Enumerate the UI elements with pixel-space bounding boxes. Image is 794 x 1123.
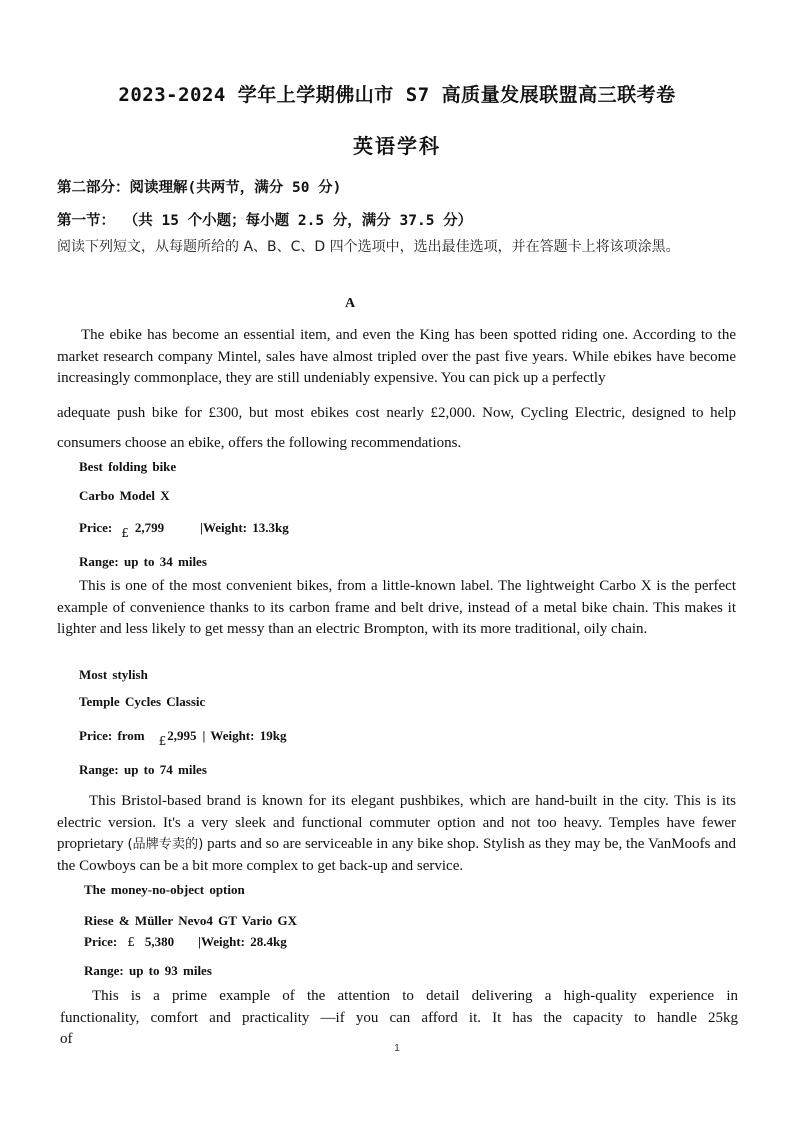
price-label: Price: <box>84 934 118 949</box>
description-text-b: parts and so are serviceable in any bike shop. Stylish as they may be, the VanMoofs and the Cowboys can be a bit more complex to get back-up and service. <box>57 836 736 874</box>
pound-sign: £ <box>127 935 135 949</box>
intro-text-2: , but most ebikes cost nearly <box>238 405 431 421</box>
weight-value: |Weight: 13.3kg <box>200 520 289 535</box>
section-heading: 第一节： （共 15 个小题；每小题 2.5 分，满分 37.5 分） <box>57 213 473 229</box>
price-label: Price: <box>79 520 113 535</box>
item-range: Range: up to 34 miles <box>79 554 207 569</box>
weight-value: |Weight: 28.4kg <box>198 934 287 949</box>
item-price-row <box>79 728 287 748</box>
price-value: 5,380 <box>144 934 175 949</box>
item-price-row <box>84 934 287 950</box>
instructions: 阅读下列短文，从每题所给的 A、B、C、D 四个选项中，选出最佳选项，并在答题卡上将该项涂黑。 <box>57 239 680 255</box>
page-number: 1 <box>394 1043 400 1054</box>
price-label: Price: from <box>79 728 145 743</box>
item-description: This is a prime example of the attention to detail delivering a high-quality experience in functionality, comfort and practicality —if you can afford it. It has the capacity to handle 25kg of <box>60 988 738 1048</box>
subject-title: 英语学科 <box>353 134 441 158</box>
item-price-row <box>79 520 289 540</box>
price-push-bike: £300 <box>208 405 239 421</box>
passage-letter: A <box>344 296 356 311</box>
item-category: The money-no-object option <box>84 882 245 897</box>
price-value: 2,995 <box>167 728 197 743</box>
item-range: Range: up to 93 miles <box>84 963 212 978</box>
item-category: Best folding bike <box>79 459 177 474</box>
description-gloss: (品牌专卖的) <box>127 837 204 853</box>
description-text-a: This Bristol-based brand is known for its elegant pushbikes, which are hand-built in the city. This is its electric version. It's a very sleek and functional commuter option and not too heavy. Temples have fewer proprietary <box>57 793 736 853</box>
intro-text-1: adequate push bike for <box>57 405 209 421</box>
weight-value: | Weight: 19kg <box>202 728 287 743</box>
exam-title: 2023-2024 学年上学期佛山市 S7 高质量发展联盟高三联考卷 <box>118 84 676 106</box>
price-value: 2,799 <box>134 520 165 535</box>
item-name: Riese & Müller Nevo4 GT Vario GX <box>84 913 298 928</box>
intro-paragraph-part1: The ebike has become an essential item, and even the King has been spotted riding one. According to the market research company Mintel, sales have almost tripled over the past five years. While ebikes have become increasingly commonplace, they are still undeniably expensive. You can pick up a perfectly <box>57 327 736 387</box>
pound-sign: £ <box>158 734 167 748</box>
part-heading: 第二部分：阅读理解(共两节，满分 50 分) <box>57 180 342 196</box>
item-name: Temple Cycles Classic <box>79 694 206 709</box>
item-name: Carbo Model X <box>79 488 170 503</box>
pound-sign: £ <box>121 526 129 540</box>
item-range: Range: up to 74 miles <box>79 762 207 777</box>
item-description <box>57 791 736 877</box>
item-description: This is one of the most convenient bikes, from a little-known label. The lightweight Carbo X is the perfect example of convenience thanks to its carbon frame and belt drive, instead of a metal bike chain. This makes it lighter and less likely to get messy than an electric Brompton, with its more traditional, oily chain. <box>57 578 736 638</box>
price-ebike: £2,000 <box>430 405 472 421</box>
intro-paragraph-part2 <box>57 398 736 458</box>
intro-text-3: . Now, Cycling Electric, designed to help consumers choose an ebike, offers the following recommendations. <box>57 405 736 451</box>
item-category: Most stylish <box>79 667 148 682</box>
